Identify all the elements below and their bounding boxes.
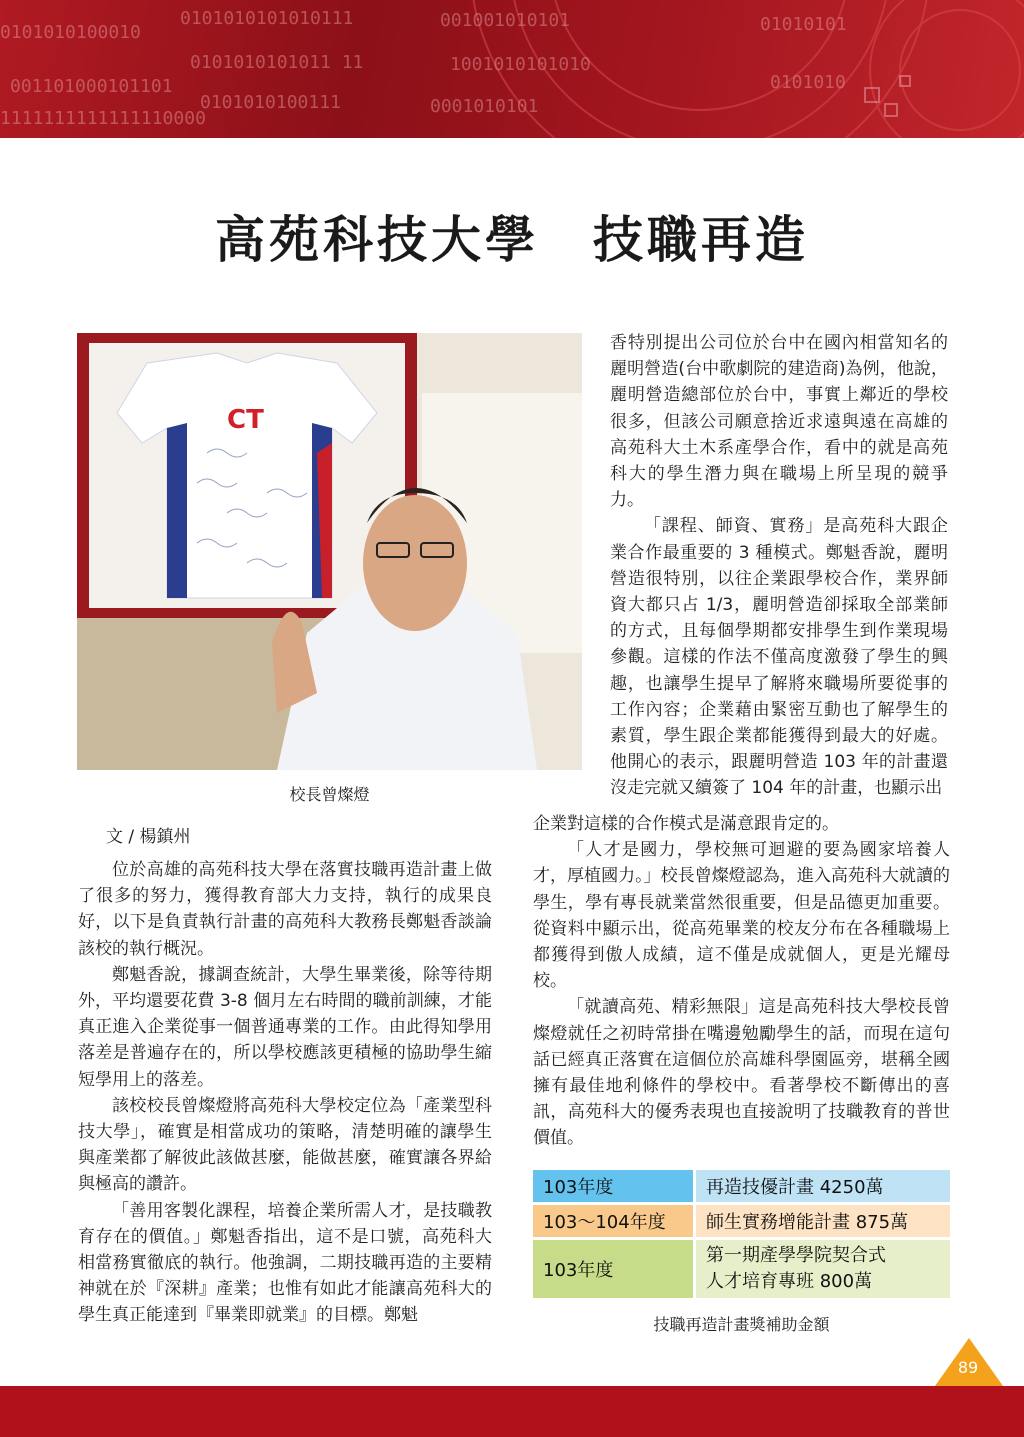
year-cell: 103年度 (533, 1170, 693, 1202)
svg-text:001001010101: 001001010101 (440, 10, 571, 31)
right-column-top-text (610, 330, 948, 802)
svg-text:1111111111111110000: 1111111111111110000 (0, 108, 206, 129)
plan-cell: 再造技優計畫 4250萬 (693, 1170, 950, 1202)
svg-text:1001010101010: 1001010101010 (450, 54, 591, 75)
right-column-text (533, 811, 950, 1152)
article-author: 文 / 楊鎮州 (106, 827, 191, 847)
paragraph: 香特別提出公司位於台中在國內相當知名的麗明營造(台中歌劇院的建造商)為例，他說，麗明營造總部位於台中，事實上鄰近的學校很多，但該公司願意捨近求遠與遠在高雄的高苑科大土木系產學合作，看中的就是高苑科大的學生潛力與在職場上所呈現的競爭力。 (610, 333, 948, 511)
grant-table (533, 1167, 950, 1301)
svg-text:0101010: 0101010 (770, 72, 846, 93)
table-row (533, 1170, 950, 1202)
left-column-text (78, 857, 492, 1329)
paragraph: 「課程、師資、實務」是高苑科大跟企業合作最重要的 3 種模式。鄭魁香說，麗明營造很特別，以往企業跟學校合作，業界師資大都只占 1/3，麗明營造卻採取全部業師的方式，且每個學期都安排學生到作業現場參觀。這樣的作法不僅高度激發了學生的興趣，也讓學生提早了解將來職場所要從事的工作內容；企業藉由緊密互動也了解學生的素質，學生跟企業都能獲得到最大的好處。他開心的表示，跟麗明營造 103 年的計畫還沒走完就又續簽了 104 年的計畫，也顯示出 (610, 516, 948, 799)
plan-cell: 師生實務增能計畫 875萬 (693, 1205, 950, 1237)
paragraph: 「就讀高苑、精彩無限」這是高苑科技大學校長曾燦燈就任之初時常掛在嘴邊勉勵學生的話，而現在這句話已經真正落實在這個位於高雄科學園區旁，堪稱全國擁有最佳地利條件的學校中。看著學校不斷傳出的喜訊，高苑科大的優秀表現也直接說明了技職教育的普世價值。 (533, 997, 950, 1149)
photo-caption: 校長曾燦燈 (289, 785, 370, 804)
article-title: 高苑科技大學 技職再造 (215, 210, 809, 269)
plan-line: 人才培育專班 800萬 (706, 1271, 873, 1292)
header-banner (0, 0, 1024, 138)
paragraph: 鄭魁香說，據調查統計，大學生畢業後，除等待期外，平均還要花費 3-8 個月左右時間的職前訓練，才能真正進入企業從事一個普通專業的工作。由此得知學用落差是普遍存在的，所以學校應該更積極的協助學生縮短學用上的落差。 (78, 964, 492, 1090)
table-caption: 技職再造計畫獎補助金額 (653, 1315, 830, 1334)
svg-text:0101010101010111: 0101010101010111 (180, 8, 354, 29)
svg-text:CT: CT (227, 405, 264, 435)
plan-line: 第一期產學學院契合式 (706, 1245, 886, 1266)
svg-text:0101010100111: 0101010100111 (200, 92, 341, 113)
svg-text:0101010101011 11: 0101010101011 11 (190, 52, 364, 73)
photo-illustration (77, 333, 582, 770)
svg-text:01010101: 01010101 (760, 14, 847, 35)
binary-pattern-decoration (0, 0, 1024, 138)
year-cell: 103年度 (533, 1240, 693, 1298)
svg-text:001101000101101: 001101000101101 (10, 76, 173, 97)
paragraph: 位於高雄的高苑科技大學在落實技職再造計畫上做了很多的努力，獲得教育部大力支持，執行的成果良好，以下是負責執行計畫的高苑科大教務長鄭魁香談論該校的執行概況。 (78, 860, 492, 959)
plan-cell (693, 1240, 950, 1298)
year-cell: 103～104年度 (533, 1205, 693, 1237)
footer-bar (0, 1386, 1024, 1437)
paragraph: 該校校長曾燦燈將高苑科大學校定位為「產業型科技大學」，確實是相當成功的策略，清楚明確的讓學生與產業都了解彼此該做甚麼，能做甚麼，確實讓各界給與極高的讚許。 (78, 1095, 492, 1195)
svg-text:0101010100010: 0101010100010 (0, 22, 141, 43)
paragraph: 「人才是國力，學校無可迴避的要為國家培養人才，厚植國力。」校長曾燦燈認為，進入高苑科大就讀的學生，學有專長就業當然很重要，但是品德更加重要。從資料中顯示出，從高苑畢業的校友分布在各種職場上都獲得到傲人成績，這不僅是成就個人，更是光耀母校。 (533, 840, 950, 992)
paragraph: 企業對這樣的合作模式是滿意跟肯定的。 (533, 814, 839, 834)
president-photo (77, 333, 582, 770)
table-row (533, 1205, 950, 1237)
paragraph: 「善用客製化課程，培養企業所需人才，是技職教育存在的價值。」鄭魁香指出，這不是口號，高苑科大相當務實徹底的執行。他強調，二期技職再造的主要精神就在於『深耕』產業；也惟有如此才能讓高苑科大的學生真正能達到『畢業即就業』的目標。鄭魁 (78, 1200, 492, 1326)
table-row (533, 1240, 950, 1298)
svg-text:0001010101: 0001010101 (430, 96, 539, 117)
page-number: 89 (957, 1358, 979, 1377)
